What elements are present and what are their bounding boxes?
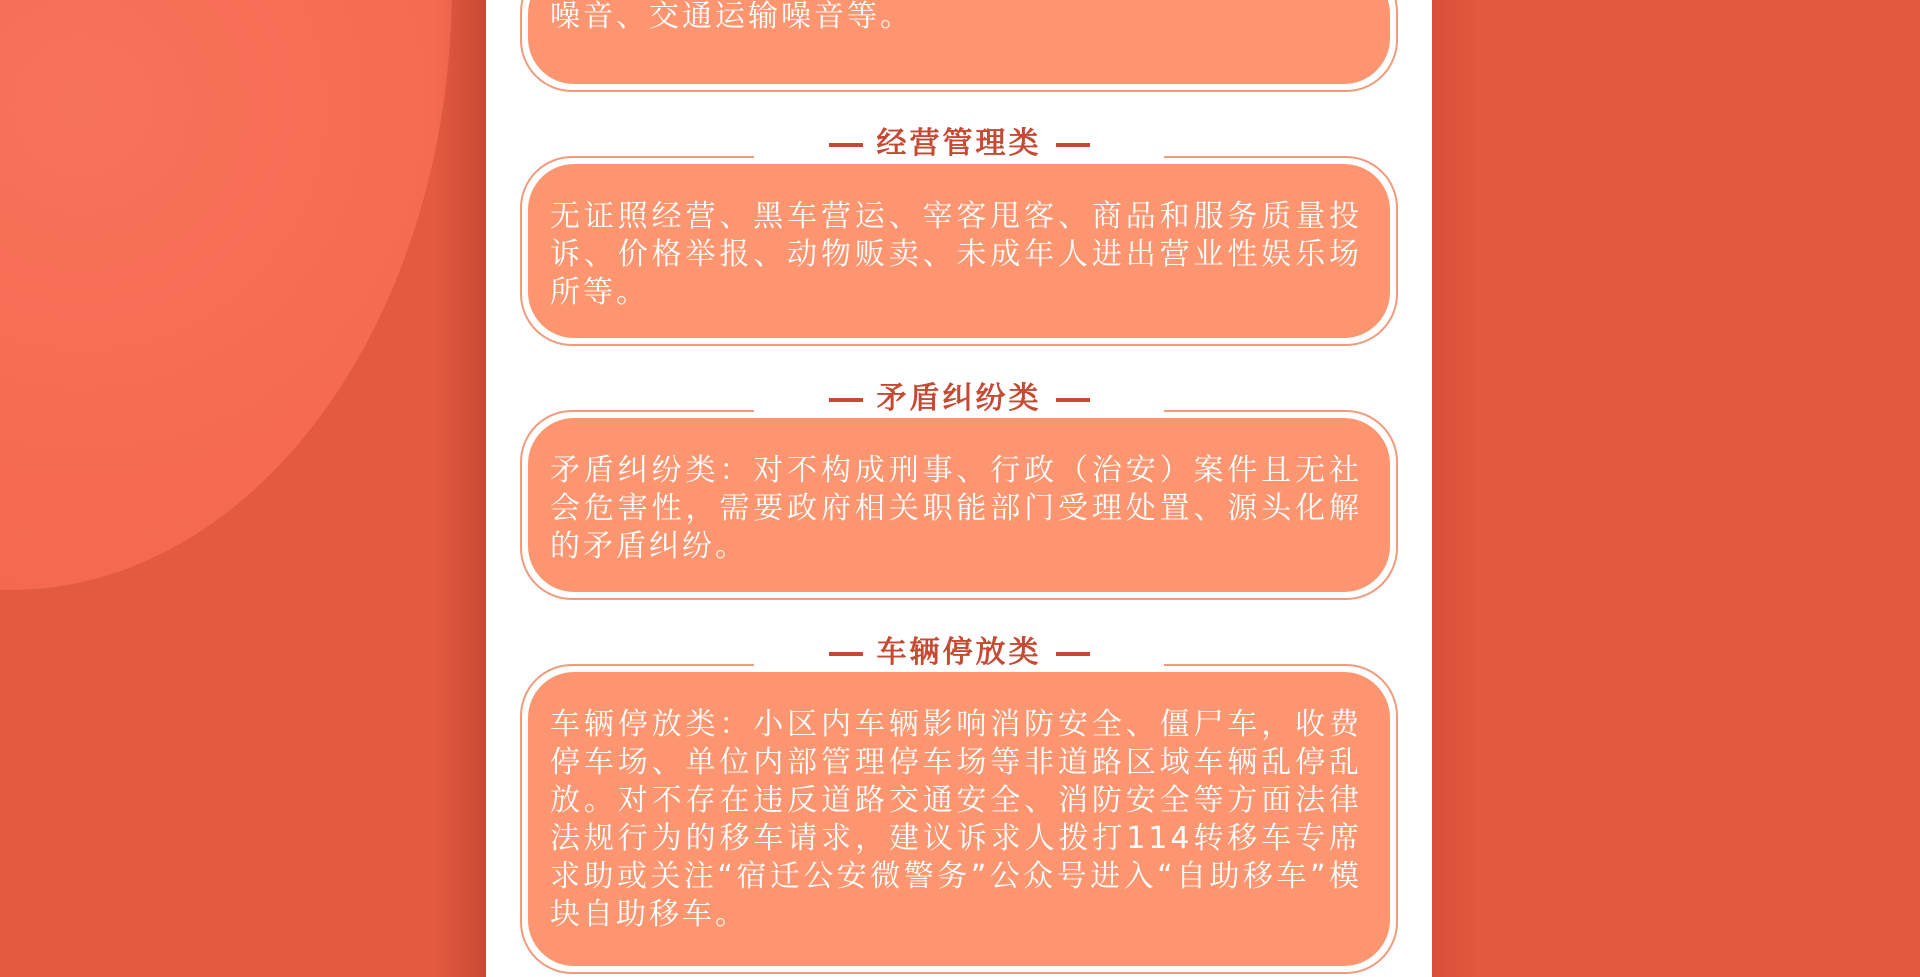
card-noise-text: 噪音、交通运输噪音等。 (550, 0, 913, 34)
title-dash-right (1056, 143, 1090, 147)
card-business-management-body (528, 164, 1390, 338)
title-dash-right (1056, 652, 1090, 656)
card-business-management-text: 无证照经营、黑车营运、宰客甩客、商品和服务质量投诉、价格举报、动物贩卖、未成年人进出营业性娱乐场所等。 (550, 199, 1362, 310)
title-dash-left (829, 398, 863, 402)
panel-shadow (436, 0, 486, 977)
section-title-dispute (486, 381, 1432, 417)
card-vehicle-parking-body (528, 672, 1390, 966)
section-title-text: 车辆停放类 (876, 635, 1042, 670)
title-dash-left (829, 652, 863, 656)
background-left (0, 0, 452, 977)
card-noise-body (528, 0, 1390, 84)
card-noise (520, 0, 1398, 92)
card-dispute (520, 410, 1398, 600)
title-dash-right (1056, 398, 1090, 402)
content-panel (486, 0, 1432, 977)
card-vehicle-parking-text: 车辆停放类：小区内车辆影响消防安全、僵尸车，收费停车场、单位内部管理停车场等非道路区域车辆乱停乱放。对不存在违反道路交通安全、消防安全等方面法律法规行为的移车请求，建议诉求人拨打114转移车专席求助或关注“宿迁公安微警务”公众号进入“自助移车”模块自助移车。 (550, 707, 1362, 932)
background-curve-decoration (0, 0, 452, 590)
card-vehicle-parking (520, 664, 1398, 974)
section-title-vehicle-parking (486, 635, 1432, 671)
section-title-text: 矛盾纠纷类 (876, 381, 1042, 416)
section-title-business-management (486, 126, 1432, 162)
card-dispute-body (528, 418, 1390, 592)
card-business-management (520, 156, 1398, 346)
title-dash-left (829, 143, 863, 147)
background-right (1432, 0, 1920, 977)
section-title-text: 经营管理类 (876, 126, 1042, 161)
card-dispute-text: 矛盾纠纷类：对不构成刑事、行政（治安）案件且无社会危害性，需要政府相关职能部门受理处置、源头化解的矛盾纠纷。 (550, 453, 1362, 564)
